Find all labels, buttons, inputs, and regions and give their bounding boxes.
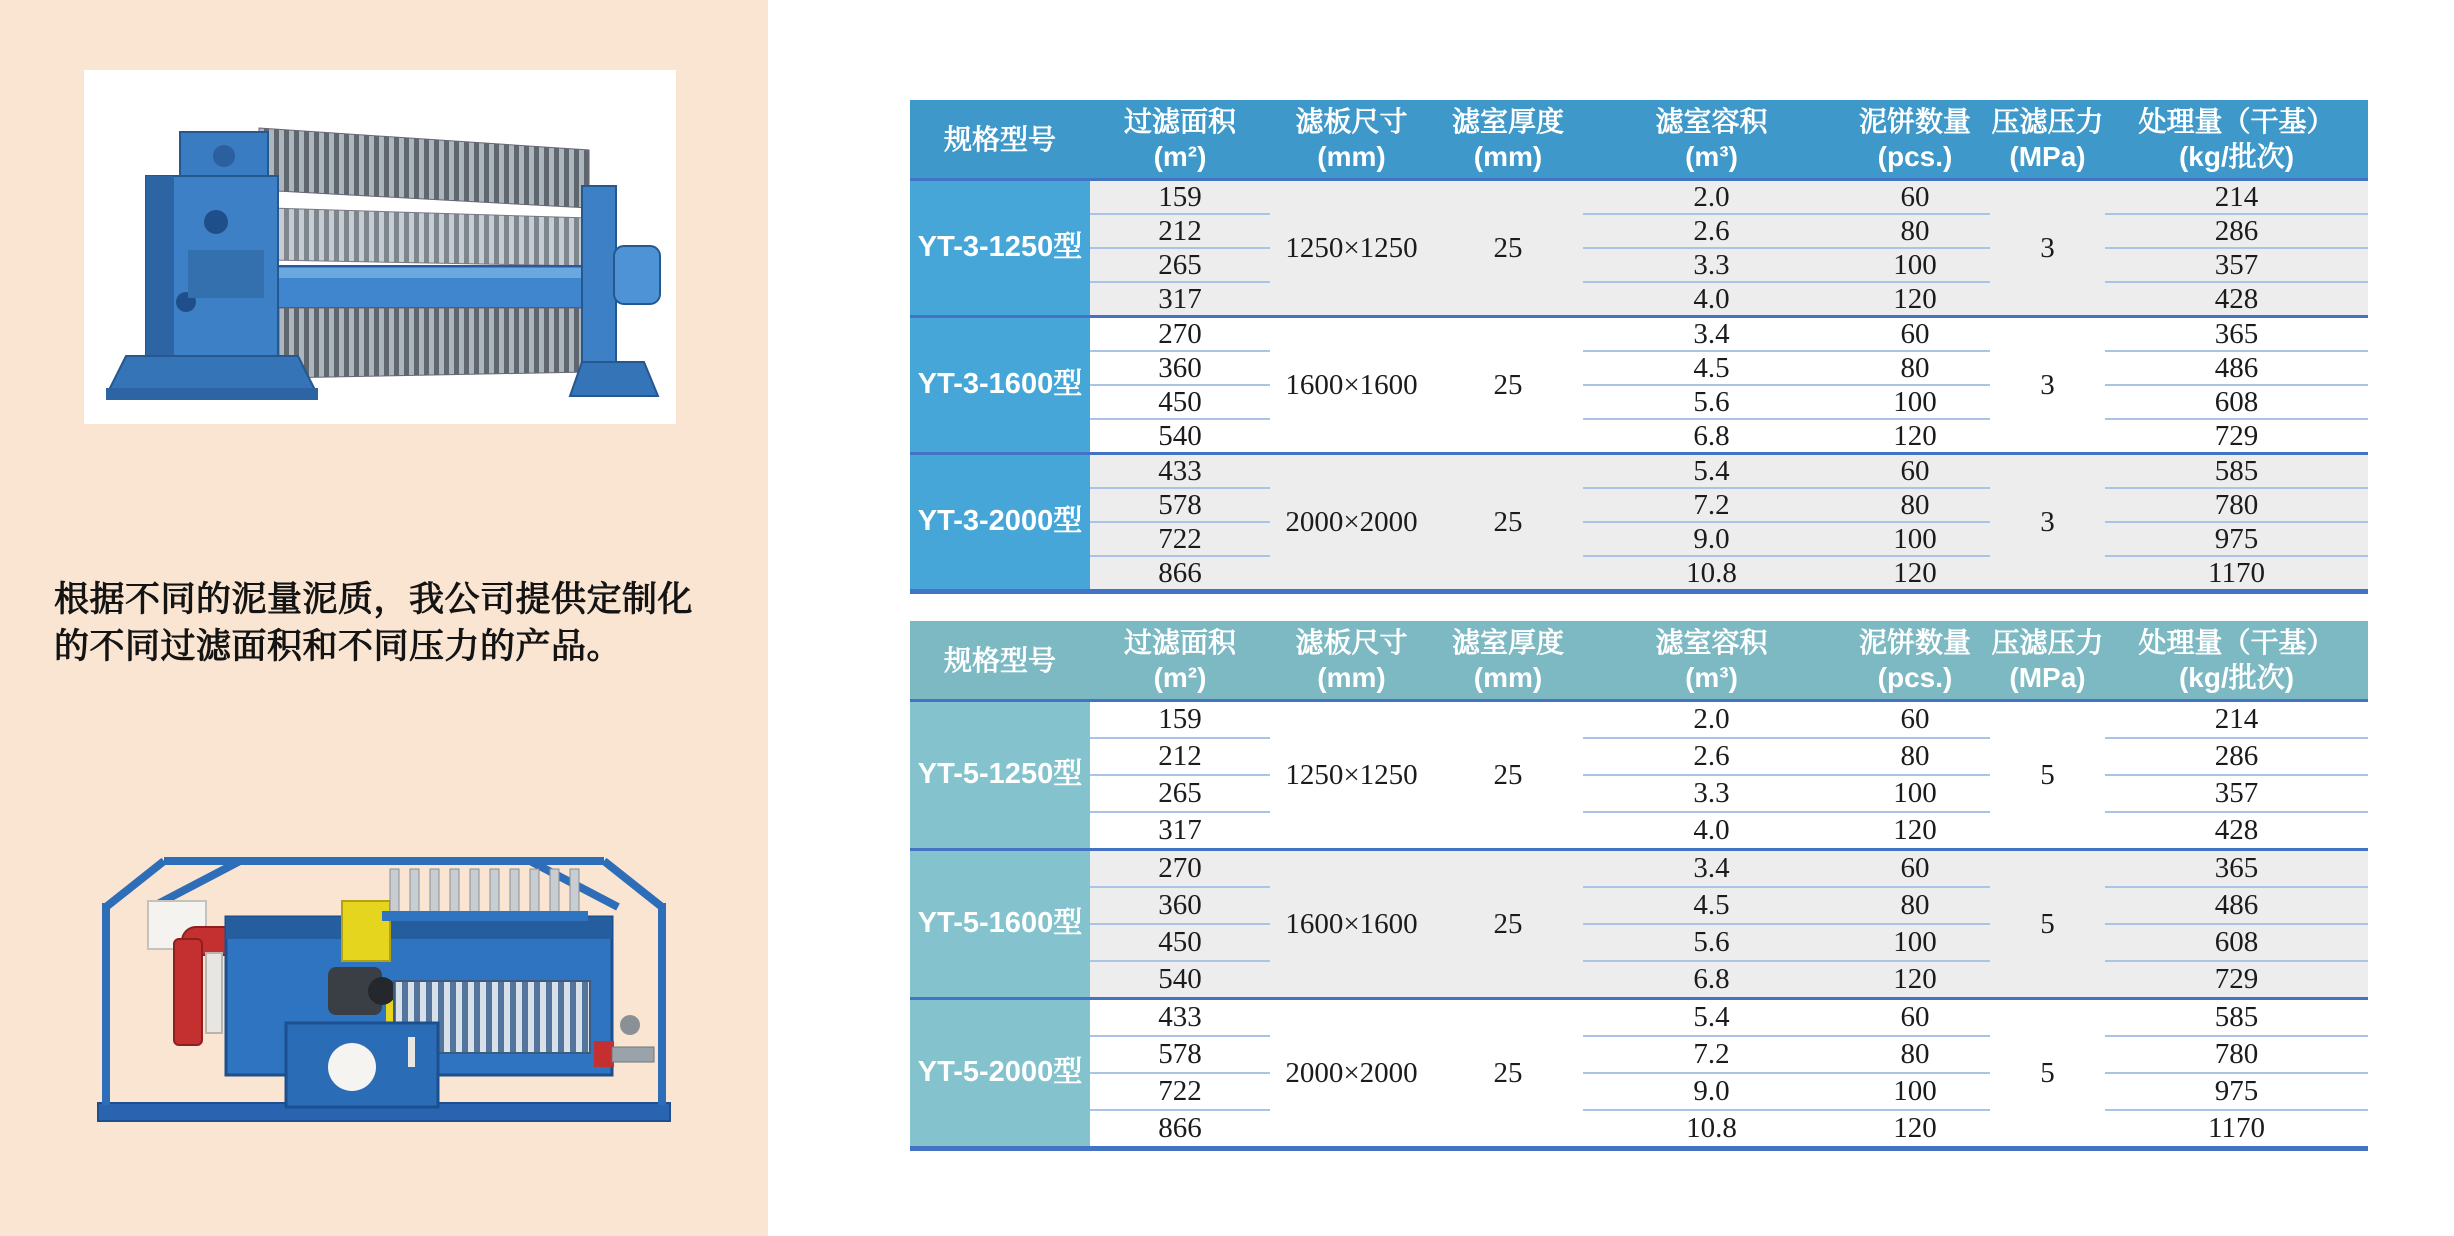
- table-row: [910, 351, 2368, 385]
- cakes-cell: 120: [1840, 812, 1990, 850]
- model-cell: YT-3-1600型: [910, 317, 1090, 454]
- capacity-cell: 214: [2105, 180, 2368, 215]
- col-header-plate: [1270, 621, 1433, 701]
- col-header-cakes: [1840, 621, 1990, 701]
- cakes-cell: 120: [1840, 961, 1990, 999]
- table-row: [910, 924, 2368, 961]
- col-header-label: 规格型号: [943, 123, 1056, 155]
- capacity-cell: 585: [2105, 454, 2368, 489]
- volume-cell: 2.6: [1583, 214, 1840, 248]
- cakes-cell: 100: [1840, 775, 1990, 812]
- capacity-cell: 608: [2105, 924, 2368, 961]
- cakes-cell: 60: [1840, 454, 1990, 489]
- capacity-cell: 486: [2105, 887, 2368, 924]
- col-header-unit: (MPa): [2009, 141, 2086, 172]
- col-header-volume: [1583, 621, 1840, 701]
- capacity-cell: 428: [2105, 812, 2368, 850]
- area-cell: 578: [1090, 1036, 1270, 1073]
- col-header-label: 压滤压力: [1991, 106, 2104, 137]
- volume-cell: 2.0: [1583, 701, 1840, 739]
- area-cell: 433: [1090, 999, 1270, 1037]
- plate-cell: 1600×1600: [1270, 850, 1433, 999]
- area-cell: 270: [1090, 850, 1270, 888]
- col-header-label: 滤室厚度: [1451, 627, 1564, 658]
- col-header-label: 泥饼数量: [1858, 106, 1971, 137]
- cakes-cell: 80: [1840, 214, 1990, 248]
- thickness-cell: 25: [1433, 454, 1583, 592]
- table-row: [910, 488, 2368, 522]
- model-cell: YT-5-2000型: [910, 999, 1090, 1149]
- model-cell: YT-5-1600型: [910, 850, 1090, 999]
- table-row: [910, 214, 2368, 248]
- table-row: [910, 317, 2368, 352]
- model-cell: YT-3-2000型: [910, 454, 1090, 592]
- col-header-label: 滤室容积: [1655, 627, 1768, 658]
- table-row: [910, 385, 2368, 419]
- cakes-cell: 100: [1840, 522, 1990, 556]
- volume-cell: 5.6: [1583, 924, 1840, 961]
- area-cell: 159: [1090, 701, 1270, 739]
- plate-cell: 1250×1250: [1270, 701, 1433, 850]
- col-header-capacity: [2105, 100, 2368, 180]
- model-cell: YT-3-1250型: [910, 180, 1090, 317]
- table-row: [910, 887, 2368, 924]
- area-cell: 212: [1090, 214, 1270, 248]
- capacity-cell: 365: [2105, 850, 2368, 888]
- area-cell: 450: [1090, 385, 1270, 419]
- cakes-cell: 100: [1840, 924, 1990, 961]
- plate-cell: 1250×1250: [1270, 180, 1433, 317]
- volume-cell: 6.8: [1583, 419, 1840, 454]
- cakes-cell: 60: [1840, 850, 1990, 888]
- cakes-cell: 60: [1840, 701, 1990, 739]
- thickness-cell: 25: [1433, 999, 1583, 1149]
- cakes-cell: 120: [1840, 419, 1990, 454]
- area-cell: 317: [1090, 282, 1270, 317]
- cakes-cell: 60: [1840, 317, 1990, 352]
- col-header-label: 过滤面积: [1123, 106, 1236, 137]
- cakes-cell: 120: [1840, 282, 1990, 317]
- area-cell: 578: [1090, 488, 1270, 522]
- cakes-cell: 80: [1840, 488, 1990, 522]
- volume-cell: 3.3: [1583, 775, 1840, 812]
- volume-cell: 4.0: [1583, 282, 1840, 317]
- spec-table-yt-3: [910, 100, 2368, 594]
- table-row: [910, 738, 2368, 775]
- capacity-cell: 975: [2105, 522, 2368, 556]
- volume-cell: 10.8: [1583, 1110, 1840, 1149]
- volume-cell: 2.6: [1583, 738, 1840, 775]
- thickness-cell: 25: [1433, 317, 1583, 454]
- capacity-cell: 365: [2105, 317, 2368, 352]
- pressure-cell: 5: [1990, 850, 2105, 999]
- pressure-cell: 5: [1990, 999, 2105, 1149]
- volume-cell: 9.0: [1583, 1073, 1840, 1110]
- volume-cell: 3.4: [1583, 317, 1840, 352]
- area-cell: 212: [1090, 738, 1270, 775]
- table-row: [910, 999, 2368, 1037]
- volume-cell: 6.8: [1583, 961, 1840, 999]
- col-header-unit: (mm): [1317, 141, 1386, 172]
- volume-cell: 4.5: [1583, 351, 1840, 385]
- col-header-unit: (m²): [1153, 141, 1207, 172]
- volume-cell: 7.2: [1583, 1036, 1840, 1073]
- thickness-cell: 25: [1433, 701, 1583, 850]
- col-header-area: [1090, 100, 1270, 180]
- area-cell: 722: [1090, 522, 1270, 556]
- table-row: [910, 812, 2368, 850]
- col-header-thickness: [1433, 621, 1583, 701]
- cakes-cell: 80: [1840, 351, 1990, 385]
- table-row: [910, 454, 2368, 489]
- area-cell: 450: [1090, 924, 1270, 961]
- pressure-cell: 3: [1990, 454, 2105, 592]
- area-cell: 270: [1090, 317, 1270, 352]
- col-header-label: 滤室厚度: [1451, 106, 1564, 137]
- col-header-area: [1090, 621, 1270, 701]
- cakes-cell: 60: [1840, 999, 1990, 1037]
- cakes-cell: 80: [1840, 738, 1990, 775]
- volume-cell: 5.4: [1583, 999, 1840, 1037]
- volume-cell: 7.2: [1583, 488, 1840, 522]
- col-header-unit: (mm): [1473, 662, 1543, 693]
- col-header-capacity: [2105, 621, 2368, 701]
- pressure-cell: 3: [1990, 180, 2105, 317]
- area-cell: 159: [1090, 180, 1270, 215]
- table-row: [910, 522, 2368, 556]
- col-header-model: [910, 100, 1090, 180]
- capacity-cell: 428: [2105, 282, 2368, 317]
- area-cell: 722: [1090, 1073, 1270, 1110]
- col-header-label: 过滤面积: [1123, 627, 1236, 658]
- table-row: [910, 775, 2368, 812]
- table-row: [910, 850, 2368, 888]
- col-header-unit: (m²): [1153, 662, 1207, 693]
- col-header-unit: (m³): [1685, 141, 1738, 172]
- area-cell: 360: [1090, 887, 1270, 924]
- col-header-label: 泥饼数量: [1858, 627, 1971, 658]
- col-header-unit: (pcs.): [1877, 662, 1953, 693]
- plate-cell: 2000×2000: [1270, 999, 1433, 1149]
- intro-text: 根据不同的泥量泥质，我公司提供定制化的不同过滤面积和不同压力的产品。: [54, 580, 694, 666]
- plate-cell: 1600×1600: [1270, 317, 1433, 454]
- table-row: [910, 282, 2368, 317]
- capacity-cell: 975: [2105, 1073, 2368, 1110]
- col-header-unit: (mm): [1317, 662, 1386, 693]
- volume-cell: 4.0: [1583, 812, 1840, 850]
- col-header-pressure: [1990, 100, 2105, 180]
- col-header-label: 压滤压力: [1991, 627, 2104, 658]
- area-cell: 866: [1090, 1110, 1270, 1149]
- table-row: [910, 961, 2368, 999]
- col-header-label: 滤板尺寸: [1295, 627, 1408, 658]
- capacity-cell: 1170: [2105, 556, 2368, 592]
- capacity-cell: 780: [2105, 1036, 2368, 1073]
- col-header-volume: [1583, 100, 1840, 180]
- model-cell: YT-5-1250型: [910, 701, 1090, 850]
- capacity-cell: 780: [2105, 488, 2368, 522]
- area-cell: 317: [1090, 812, 1270, 850]
- volume-cell: 9.0: [1583, 522, 1840, 556]
- capacity-cell: 729: [2105, 961, 2368, 999]
- col-header-cakes: [1840, 100, 1990, 180]
- col-header-thickness: [1433, 100, 1583, 180]
- pressure-cell: 5: [1990, 701, 2105, 850]
- volume-cell: 5.6: [1583, 385, 1840, 419]
- thickness-cell: 25: [1433, 850, 1583, 999]
- pressure-cell: 3: [1990, 317, 2105, 454]
- col-header-label: 滤板尺寸: [1295, 106, 1408, 137]
- capacity-cell: 286: [2105, 214, 2368, 248]
- col-header-unit: (pcs.): [1877, 141, 1953, 172]
- cakes-cell: 120: [1840, 1110, 1990, 1149]
- capacity-cell: 357: [2105, 775, 2368, 812]
- capacity-cell: 214: [2105, 701, 2368, 739]
- table-row: [910, 556, 2368, 592]
- volume-cell: 5.4: [1583, 454, 1840, 489]
- capacity-cell: 585: [2105, 999, 2368, 1037]
- col-header-label: 滤室容积: [1655, 106, 1768, 137]
- col-header-unit: (kg/批次): [2178, 662, 2295, 693]
- col-header-label: 规格型号: [943, 644, 1056, 676]
- table-row: [910, 1110, 2368, 1149]
- col-header-plate: [1270, 100, 1433, 180]
- cakes-cell: 120: [1840, 556, 1990, 592]
- area-cell: 540: [1090, 419, 1270, 454]
- capacity-cell: 286: [2105, 738, 2368, 775]
- capacity-cell: 357: [2105, 248, 2368, 282]
- plate-cell: 2000×2000: [1270, 454, 1433, 592]
- cakes-cell: 100: [1840, 1073, 1990, 1110]
- table-row: [910, 248, 2368, 282]
- area-cell: 540: [1090, 961, 1270, 999]
- thickness-cell: 25: [1433, 180, 1583, 317]
- col-header-unit: (kg/批次): [2178, 141, 2295, 172]
- area-cell: 866: [1090, 556, 1270, 592]
- col-header-unit: (mm): [1473, 141, 1543, 172]
- spec-table-yt-5: [910, 621, 2368, 1151]
- area-cell: 433: [1090, 454, 1270, 489]
- area-cell: 360: [1090, 351, 1270, 385]
- table-row: [910, 419, 2368, 454]
- col-header-unit: (m³): [1685, 662, 1738, 693]
- table-row: [910, 701, 2368, 739]
- volume-cell: 3.4: [1583, 850, 1840, 888]
- col-header-label: 处理量（干基）: [2138, 106, 2335, 137]
- capacity-cell: 608: [2105, 385, 2368, 419]
- capacity-cell: 486: [2105, 351, 2368, 385]
- col-header-model: [910, 621, 1090, 701]
- volume-cell: 10.8: [1583, 556, 1840, 592]
- table-row: [910, 1036, 2368, 1073]
- area-cell: 265: [1090, 775, 1270, 812]
- col-header-pressure: [1990, 621, 2105, 701]
- capacity-cell: 729: [2105, 419, 2368, 454]
- cakes-cell: 60: [1840, 180, 1990, 215]
- area-cell: 265: [1090, 248, 1270, 282]
- cakes-cell: 80: [1840, 887, 1990, 924]
- cakes-cell: 100: [1840, 385, 1990, 419]
- capacity-cell: 1170: [2105, 1110, 2368, 1149]
- col-header-unit: (MPa): [2009, 662, 2086, 693]
- table-row: [910, 1073, 2368, 1110]
- table-row: [910, 180, 2368, 215]
- cakes-cell: 100: [1840, 248, 1990, 282]
- col-header-label: 处理量（干基）: [2138, 627, 2335, 658]
- volume-cell: 2.0: [1583, 180, 1840, 215]
- cakes-cell: 80: [1840, 1036, 1990, 1073]
- volume-cell: 3.3: [1583, 248, 1840, 282]
- volume-cell: 4.5: [1583, 887, 1840, 924]
